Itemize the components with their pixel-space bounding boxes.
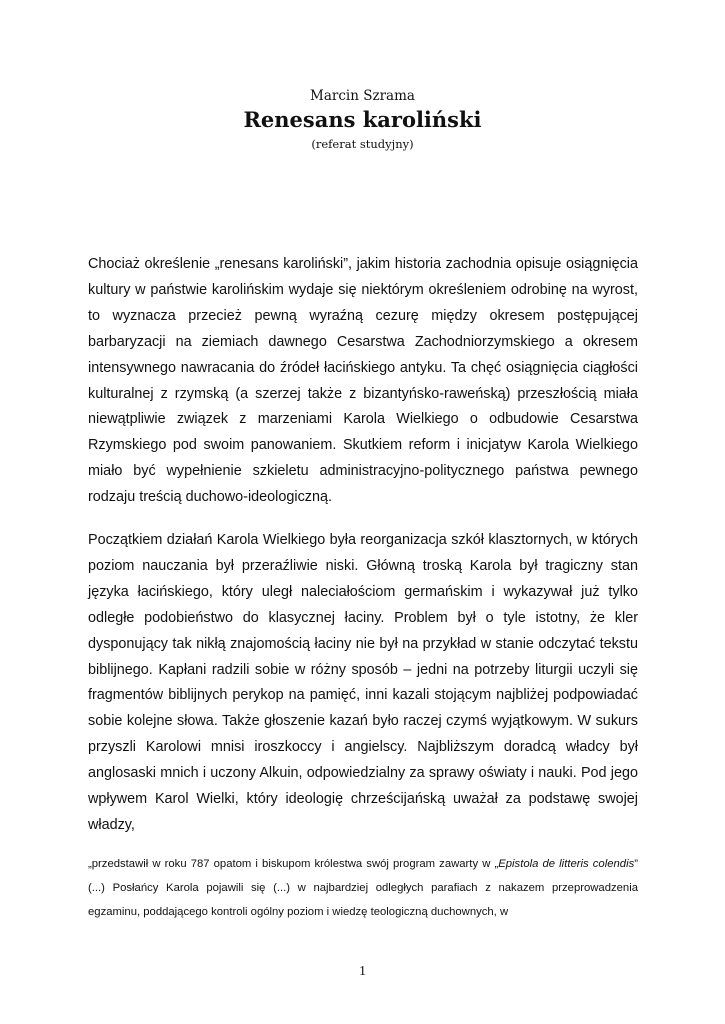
quote-italic-title: Epistola de litteris colendis (498, 858, 635, 870)
body-paragraph-1: Chociaż określenie „renesans karoliński”, jakim historia zachodnia opisuje osiągnięcia kultury w państwie karolińskim wydaje się niektórym określeniem odrobinę na wyrost, to wyznacza przecież pewną wyraźną cezurę między okresem postępującej barbaryzacji na ziemiach dawnego Cesarstwa Zachodniorzymskiego a okresem intensywnego nawracania do źródeł łacińskiego antyku. Ta chęć osiągnięcia ciągłości kulturalnej z rzymską (a szerzej także z bizantyńsko-raweńską) przeszłością miała niewątpliwie związek z marzeniami Karola Wielkiego o odbudowie Cesarstwa Rzymskiego pod swoim panowaniem. Skutkiem reform i inicjatyw Karola Wielkiego miało być wypełnienie szkieletu administracyjno-politycznego państwa pewnego rodzaju treścią duchowo-ideologiczną. (88, 256, 638, 506)
document-header (0, 86, 725, 152)
quote-text-end: ” (...) Posłańcy Karola pojawili się (...) w najbardziej odległych parafiach z nakazem przeprowadzenia egzaminu, poddającego kontroli ogólny poziom i wiedzę teologiczną duchownych, w (88, 858, 638, 918)
body-paragraph-2: Początkiem działań Karola Wielkiego była reorganizacja szkół klasztornych, w których poziom nauczania był przeraźliwie niski. Główną troską Karola był tragiczny stan języka łacińskiego, który uległ naleciałościom germańskim i wykazywał już tylko odległe podobieństwo do klasycznej łaciny. Problem był o tyle istotny, że kler dysponujący tak nikłą znajomością łaciny nie był na przykład w stanie odczytać tekstu biblijnego. Kapłani radzili sobie w różny sposób – jedni na potrzeby liturgii uczyli się fragmentów biblijnych perykop na pamięć, inni kazali stojącym najbliżej podpowiadać sobie kolejne słowa. Także głoszenie kazań było raczej czymś wyjątkowym. W sukurs przyszli Karolowi mnisi iroszkoccy i angielscy. Najbliższym doradcą władcy był anglosaski mnich i uczony Alkuin, odpowiedzialny za sprawy oświaty i nauki. Pod jego wpływem Karol Wielki, który ideologię chrześcijańską uważał za podstawę swojej władzy, (88, 532, 638, 833)
block-quote (88, 852, 638, 924)
document-title: Renesans karoliński (243, 107, 482, 132)
page-number: 1 (359, 964, 366, 979)
document-subtitle: (referat studyjny) (311, 137, 414, 151)
author-name: Marcin Szrama (310, 88, 415, 104)
quote-text-start: „przedstawił w roku 787 opatom i biskupom królestwa swój program zawarty w „ (88, 858, 499, 870)
